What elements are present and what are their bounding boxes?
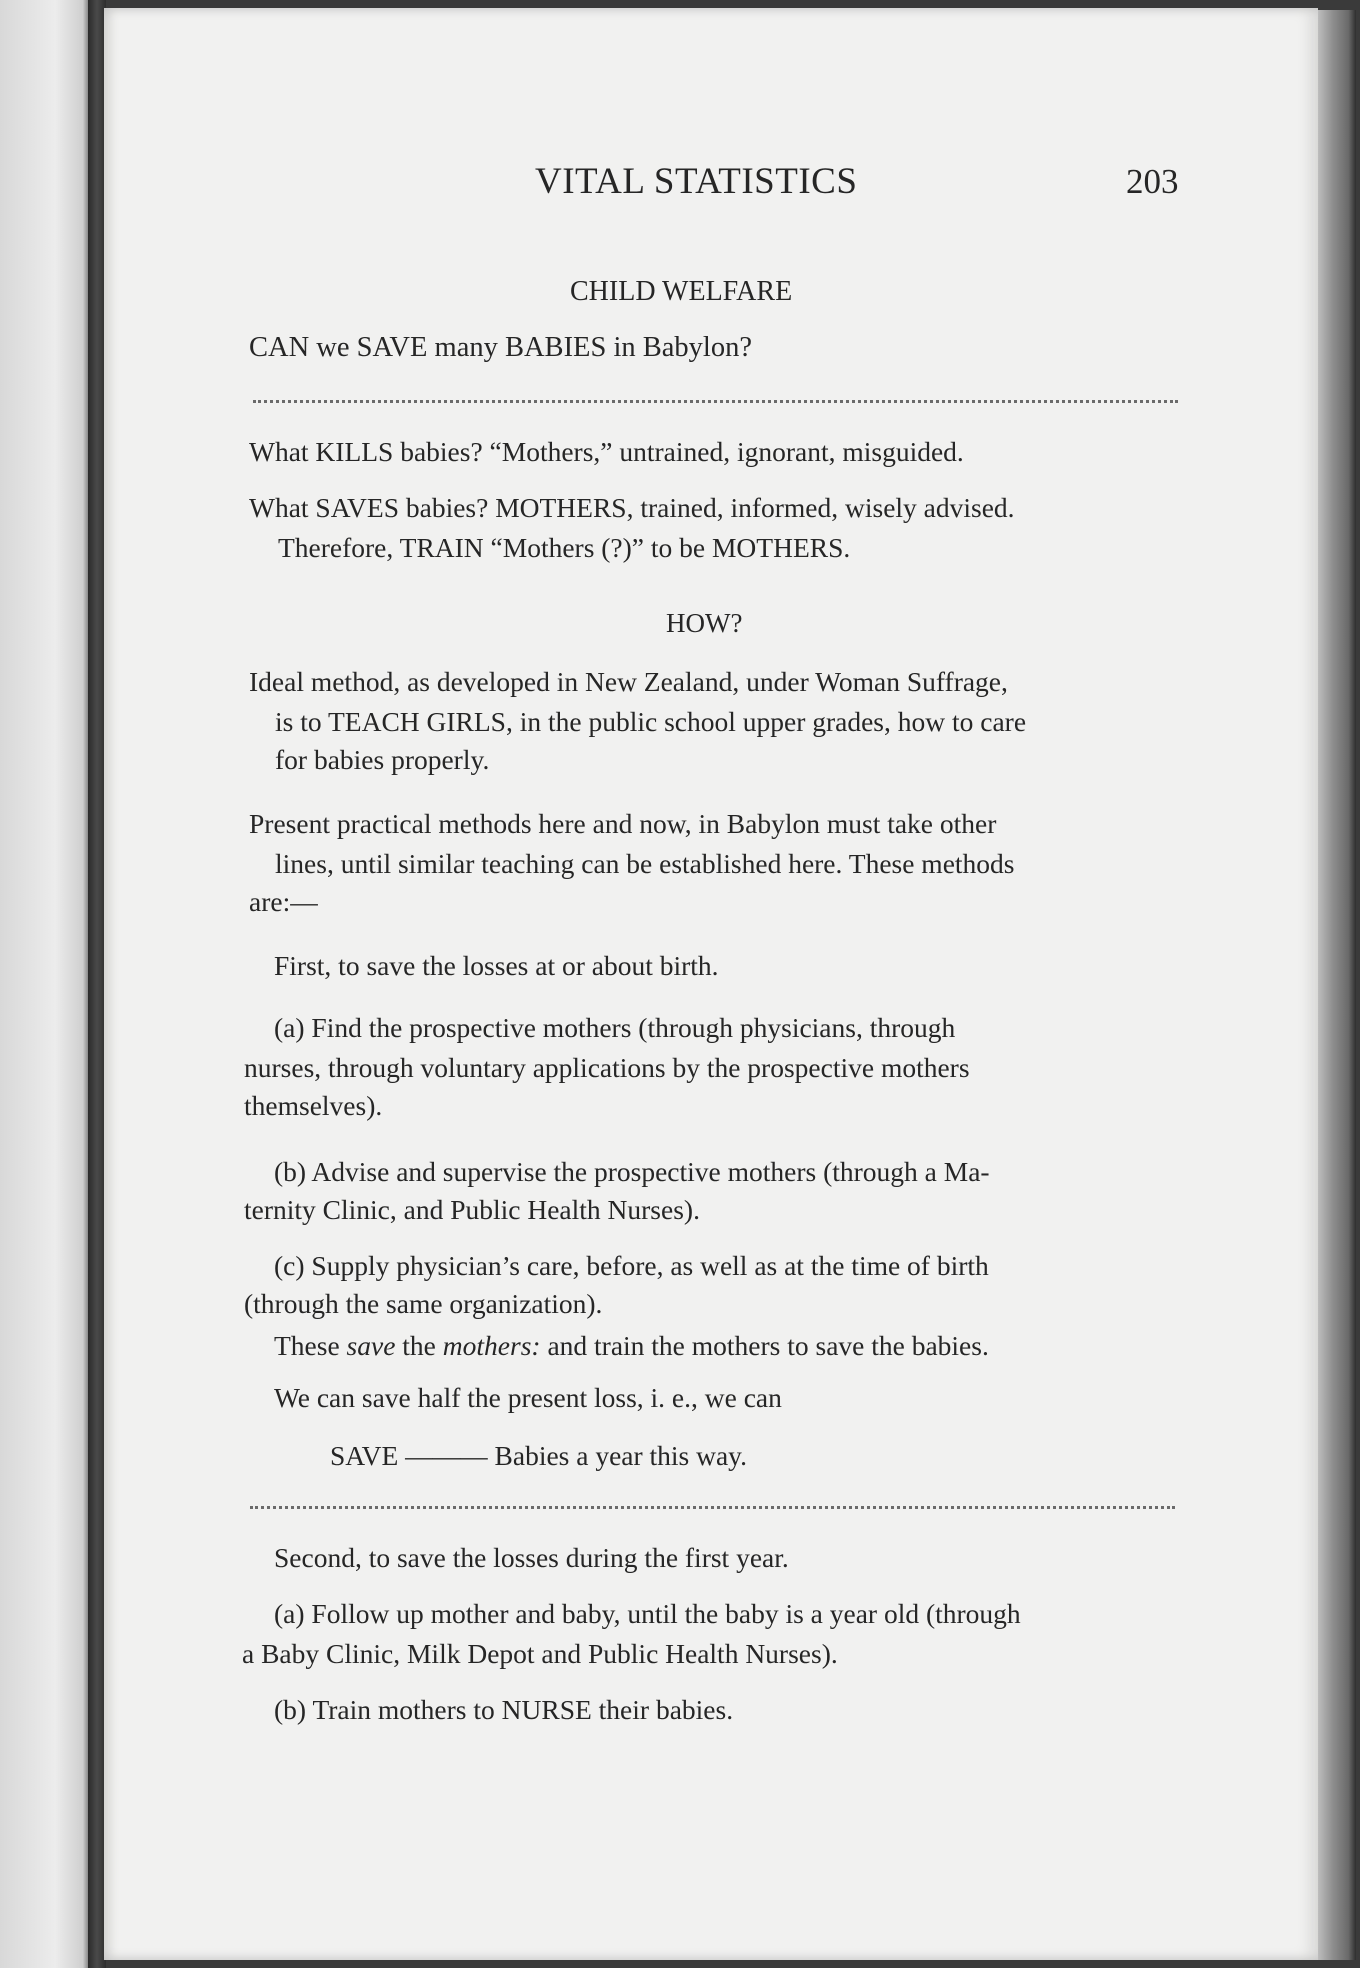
item-b-line-2: ternity Clinic, and Public Health Nurses). [244,1194,700,1225]
these-save-italic-save: save [346,1330,396,1361]
item-c-line-2: (through the same organization). [244,1288,603,1319]
page-stack-edge [1318,10,1356,1960]
fill-in-dotted-line [253,400,1178,403]
how-heading: HOW? [666,608,743,638]
present-line-3: are:— [249,886,318,917]
page-number: 203 [1126,162,1179,201]
kills-line: What KILLS babies? “Mothers,” untrained, ignorant, misguided. [249,436,964,467]
second-a-line-1: (a) Follow up mother and baby, until the baby is a year old (through [274,1598,1021,1629]
second-line: Second, to save the losses during the first year. [274,1542,789,1573]
present-line-2: lines, until similar teaching can be established here. These methods [275,848,1015,879]
second-a-line-2: a Baby Clinic, Milk Depot and Public Health Nurses). [242,1638,838,1669]
item-b-line-1: (b) Advise and supervise the prospective mothers (through a Ma- [274,1156,990,1187]
half-loss-line: We can save half the present loss, i. e., we can [274,1382,782,1413]
these-save-line [274,1326,989,1366]
item-c-line-1: (c) Supply physician’s care, before, as well as at the time of birth [274,1250,989,1281]
section-title: CHILD WELFARE [570,276,793,307]
ideal-line-3: for babies properly. [275,744,490,775]
item-a-line-3: themselves). [244,1090,383,1121]
these-save-post: and train the mothers to save the babies. [540,1330,989,1361]
ideal-line-1: Ideal method, as developed in New Zealand, under Woman Suffrage, [249,666,1008,697]
second-b-line: (b) Train mothers to NURSE their babies. [274,1694,734,1725]
save-babies-line: SAVE ——— Babies a year this way. [330,1440,748,1471]
saves-line: What SAVES babies? MOTHERS, trained, informed, wisely advised. [249,492,1015,523]
first-line: First, to save the losses at or about birth. [274,950,719,981]
item-a-line-2: nurses, through voluntary applications by the prospective mothers [244,1052,970,1083]
facing-page-edge [0,0,92,1968]
running-title: VITAL STATISTICS [535,161,858,202]
these-save-italic-mothers: mothers: [442,1330,541,1361]
ideal-line-2: is to TEACH GIRLS, in the public school upper grades, how to care [275,706,1027,737]
book-page [104,8,1318,1960]
item-a-line-1: (a) Find the prospective mothers (through physicians, through [274,1012,956,1043]
running-head [104,160,1318,212]
question-line: CAN we SAVE many BABIES in Babylon? [249,332,752,363]
fill-in-dotted-line-2 [250,1506,1175,1509]
these-save-mid: the [395,1330,443,1361]
present-line-1: Present practical methods here and now, in Babylon must take other [249,808,997,839]
therefore-line: Therefore, TRAIN “Mothers (?)” to be MOTHERS. [278,532,851,563]
these-save-pre: These [274,1330,347,1361]
